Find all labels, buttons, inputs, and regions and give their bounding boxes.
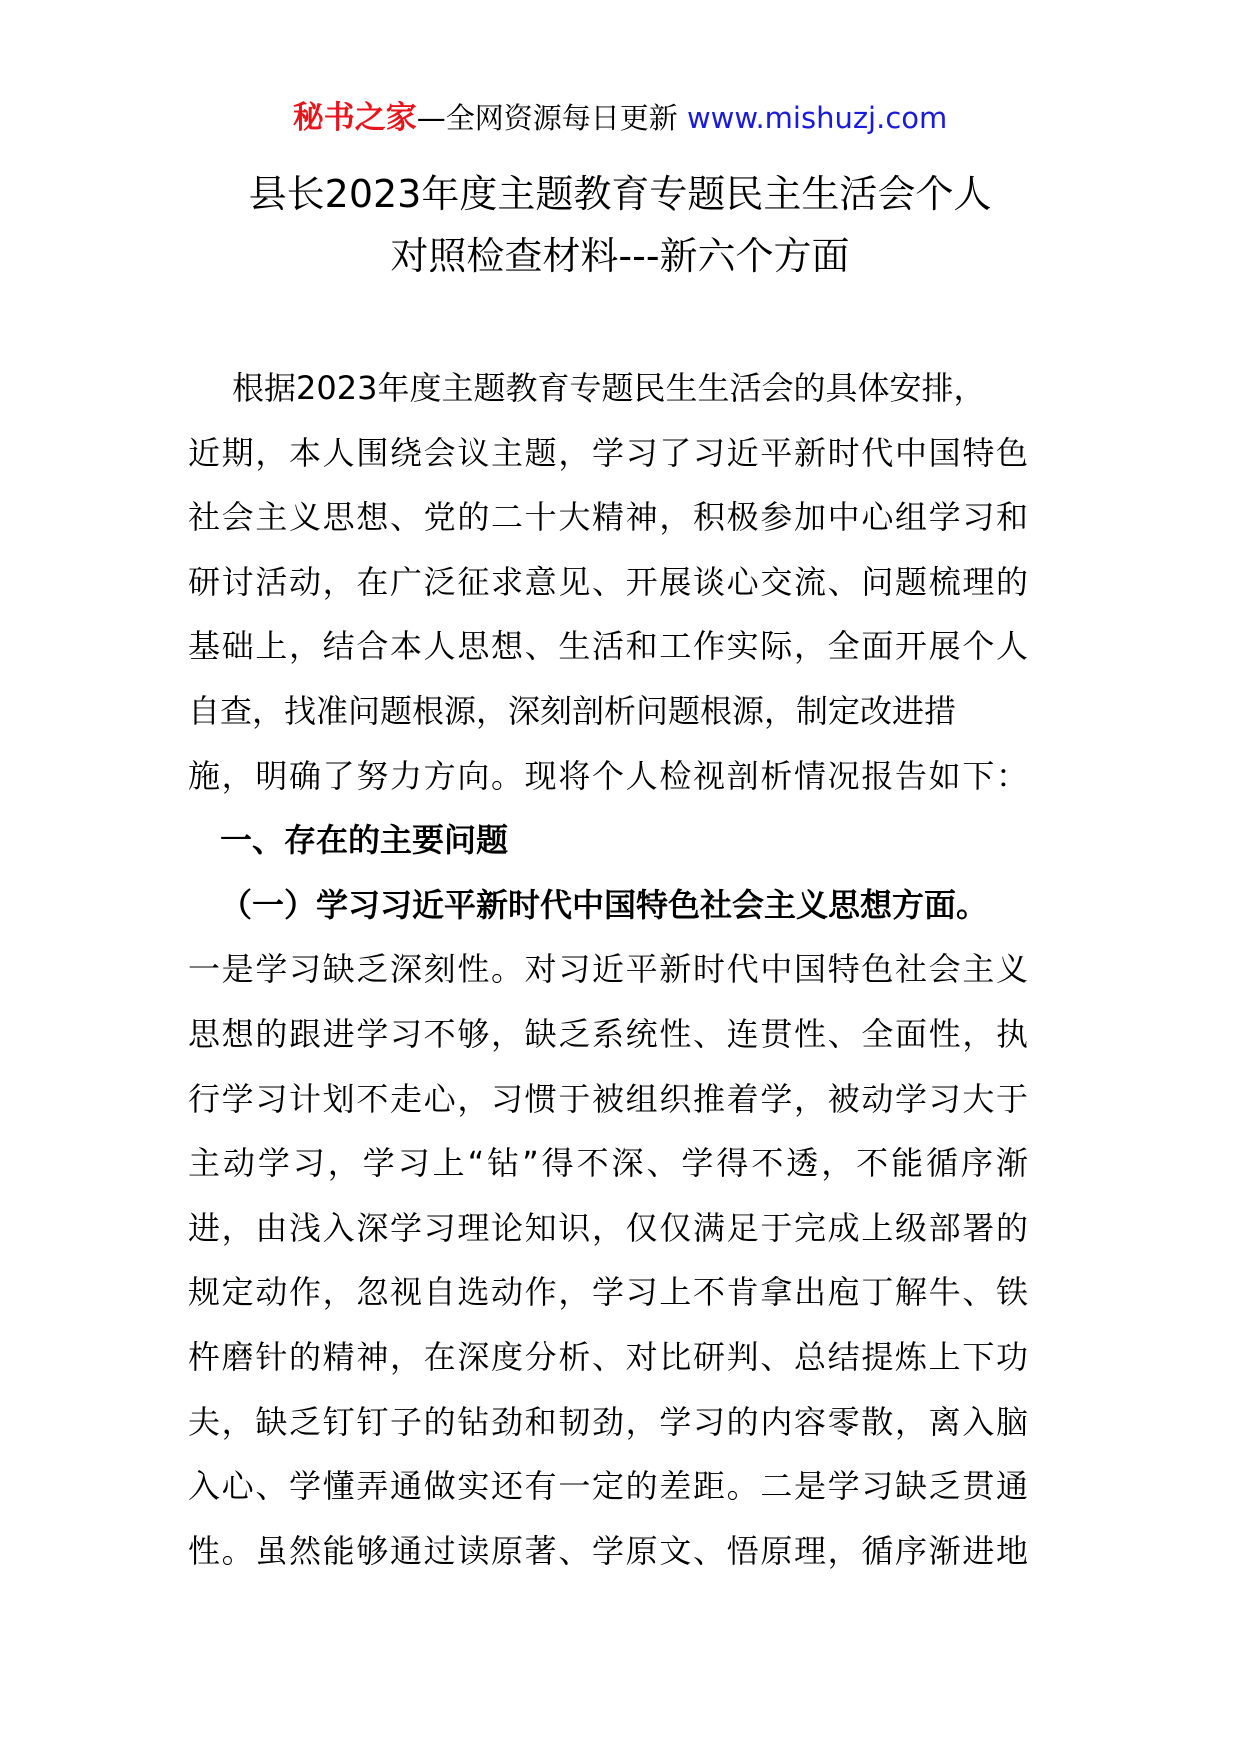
title-line-2: 对照检查材料---新六个方面 <box>390 234 850 278</box>
paragraph-line: 施，明确了努力方向。现将个人检视剖析情况报告如下： <box>188 756 1028 795</box>
paragraph-line: 近期，本人围绕会议主题，学习了习近平新时代中国特色 <box>188 433 1028 472</box>
paragraph-line: 研讨活动，在广泛征求意见、开展谈心交流、问题梳理的 <box>188 562 1028 601</box>
subsection-heading: （一）学习习近平新时代中国特色社会主义思想方面。 <box>220 885 989 924</box>
paragraph-line: 一是学习缺乏深刻性。对习近平新时代中国特色社会主义 <box>188 950 1028 989</box>
site-header <box>0 98 1240 138</box>
paragraph-line: 主动学习，学习上“钻”得不深、学得不透，不能循序渐 <box>188 1144 1028 1183</box>
paragraph-line: 进，由浅入深学习理论知识，仅仅满足于完成上级部署的 <box>188 1208 1028 1247</box>
site-url-link[interactable]: www.mishuzj.com <box>686 101 948 135</box>
brand-name: 秘书之家 <box>292 100 417 136</box>
paragraph-line: 社会主义思想、党的二十大精神，积极参加中心组学习和 <box>188 498 1028 537</box>
paragraph-line: 规定动作，忽视自选动作，学习上不肯拿出庖丁解牛、铁 <box>188 1273 1028 1312</box>
document-title <box>140 163 1100 287</box>
section-heading: 一、存在的主要问题 <box>220 821 509 860</box>
paragraph-line: 夫，缺乏钉钉子的钻劲和韧劲，学习的内容零散，离入脑 <box>188 1402 1028 1441</box>
paragraph-line: 性。虽然能够通过读原著、学原文、悟原理，循序渐进地 <box>188 1531 1028 1570</box>
document-body <box>188 356 1028 1583</box>
paragraph-line: 思想的跟进学习不够，缺乏系统性、连贯性、全面性，执 <box>188 1014 1028 1053</box>
paragraph-line: 基础上，结合本人思想、生活和工作实际，全面开展个人 <box>188 627 1028 666</box>
paragraph-line: 自查，找准问题根源，深刻剖析问题根源，制定改进措 <box>188 691 957 730</box>
paragraph-line: 行学习计划不走心，习惯于被组织推着学，被动学习大于 <box>188 1079 1028 1118</box>
paragraph-line: 杵磨针的精神，在深度分析、对比研判、总结提炼上下功 <box>188 1337 1028 1376</box>
title-line-1: 县长2023年度主题教育专题民主生活会个人 <box>248 172 992 216</box>
paragraph-line: 入心、学懂弄通做实还有一定的差距。二是学习缺乏贯通 <box>188 1467 1028 1506</box>
site-slogan: —全网资源每日更新 <box>416 101 678 135</box>
paragraph-line: 根据2023年度主题教育专题民生生活会的具体安排， <box>232 369 986 407</box>
